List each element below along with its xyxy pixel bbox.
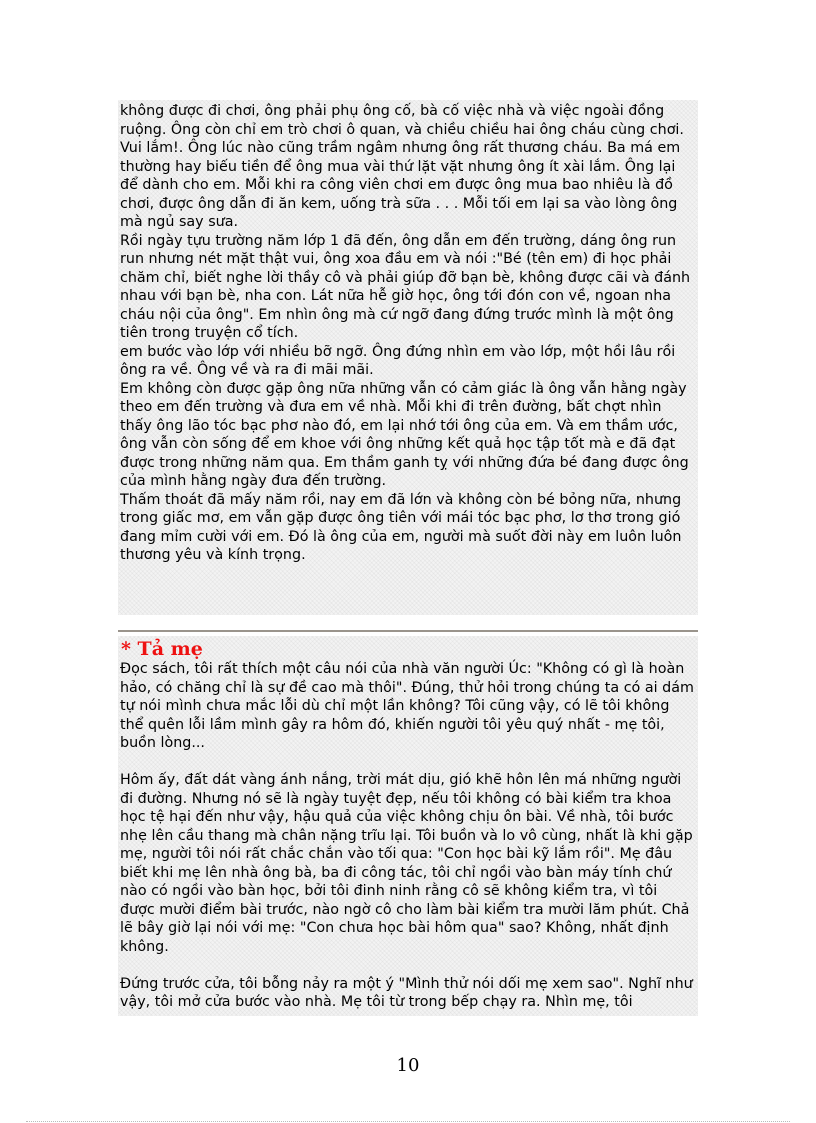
section-body <box>118 636 698 1012</box>
paragraph: Rồi ngày tựu trường năm lớp 1 đã đến, ông dẫn em đến trường, dáng ông run run nhưng nét mặt thật vui, ông xoa đầu em và nói :"Bé (tên em) đi học phải chăm chỉ, biết nghe lời thầy cô và phải giúp đỡ bạn bè, không được cãi và đánh nhau với bạn bè, nha con. Lát nữa hễ giờ học, ông tới đón con về, ngoan nha cháu nội của ông". Em nhìn ông mà cứ ngỡ đang đứng trước mình là một ông tiên trong truyện cổ tích. <box>120 232 691 341</box>
paragraph: Đọc sách, tôi rất thích một câu nói của nhà văn người Úc: "Không có gì là hoàn hảo, có chăng chỉ là sự đề cao mà thôi". Đúng, thử hỏi trong chúng ta có ai dám tự nói mình chưa mắc lỗi dù chỉ một lần không? Tôi cũng vậy, có lẽ tôi không thể quên lỗi lầm mình gây ra hôm đó, khiến người tôi yêu quý nhất - mẹ tôi, buồn lòng... <box>120 661 694 751</box>
paragraph: Thấm thoát đã mấy năm rồi, nay em đã lớn và không còn bé bỏng nữa, nhưng trong giấc mơ, em vẫn gặp được ông tiên với mái tóc bạc phơ, lơ thơ trong gió đang mỉm cười với em. Đó là ông của em, người mà suốt đời này em luôn luôn thương yêu và kính trọng. <box>120 491 682 563</box>
paragraph: em bước vào lớp với nhiều bỡ ngỡ. Ông đứng nhìn em vào lớp, một hồi lâu rồi ông ra về. Ông về và ra đi mãi mãi. <box>120 343 676 378</box>
paragraph: không được đi chơi, ông phải phụ ông cố, bà cố việc nhà và việc ngoài đồng ruộng. Ông còn chỉ em trò chơi ô quan, và chiều chiều hai ông cháu cùng chơi. Vui lắm!. Ông lúc nào cũng trầm ngâm nhưng ông rất thương cháu. Ba má em thường hay biếu tiền để ông mua vài thứ lặt vặt nhưng ông ít xài lắm. Ông lại để dành cho em. Mỗi khi ra công viên chơi em được ông mua bao nhiêu là đồ chơi, được ông dẫn đi ăn kem, uống trà sữa . . . Mỗi tối em lại sa vào lòng ông mà ngủ say sưa. <box>120 103 684 230</box>
section-heading: * Tả mẹ <box>121 638 203 660</box>
paragraph: Em không còn được gặp ông nữa những vẫn có cảm giác là ông vẫn hằng ngày theo em đến trường và đưa em về nhà. Mỗi khi đi trên đường, bất chợt nhìn thấy ông lão tóc bạc phơ nào đó, em lại nhớ tới ông của em. Và em thầm ước, ông vẫn còn sống để em khoe với ông những kết quả học tập tốt mà e đã đạt được trong những năm qua. Em thầm ganh tỵ với những đứa bé đang được ông của mình hằng ngày đưa đến trường. <box>120 380 689 489</box>
paragraph: Hôm ấy, đất dát vàng ánh nắng, trời mát dịu, gió khẽ hôn lên má những người đi đường. Nhưng nó sẽ là ngày tuyệt đẹp, nếu tôi không có bài kiểm tra khoa học tệ hại đến như vậy, hậu quả của việc không chịu ôn bài. Về nhà, tôi bước nhẹ lên cầu thang mà chân nặng trĩu lại. Tôi buồn và lo vô cùng, nhất là khi gặp mẹ, người tôi nói rất chắc chắn vào tối qua: "Con học bài kỹ lắm rồi". Mẹ đâu biết khi mẹ lên nhà ông bà, ba đi công tác, tôi chỉ ngồi vào bàn máy tính chứ nào có ngồi vào bàn học, bởi tôi đinh ninh rằng cô sẽ không kiểm tra, vì tôi được mười điểm bài trước, nào ngờ cô cho làm bài kiểm tra mười lăm phút. Chả lẽ bây giờ lại nói với mẹ: "Con chưa học bài hôm qua" sao? Không, nhất định không. <box>120 772 693 955</box>
page-number: 10 <box>396 1055 420 1076</box>
paragraph: Đứng trước cửa, tôi bỗng nảy ra một ý "Mình thử nói dối mẹ xem sao". Nghĩ như vậy, tôi mở cửa bước vào nhà. Mẹ tôi từ trong bếp chạy ra. Nhìn mẹ, tôi <box>120 975 693 1010</box>
story-section-grandfather <box>118 100 698 615</box>
footer-divider <box>26 1121 790 1122</box>
section-divider <box>118 630 698 632</box>
section-body <box>118 100 698 565</box>
story-section-mother <box>118 636 698 1016</box>
